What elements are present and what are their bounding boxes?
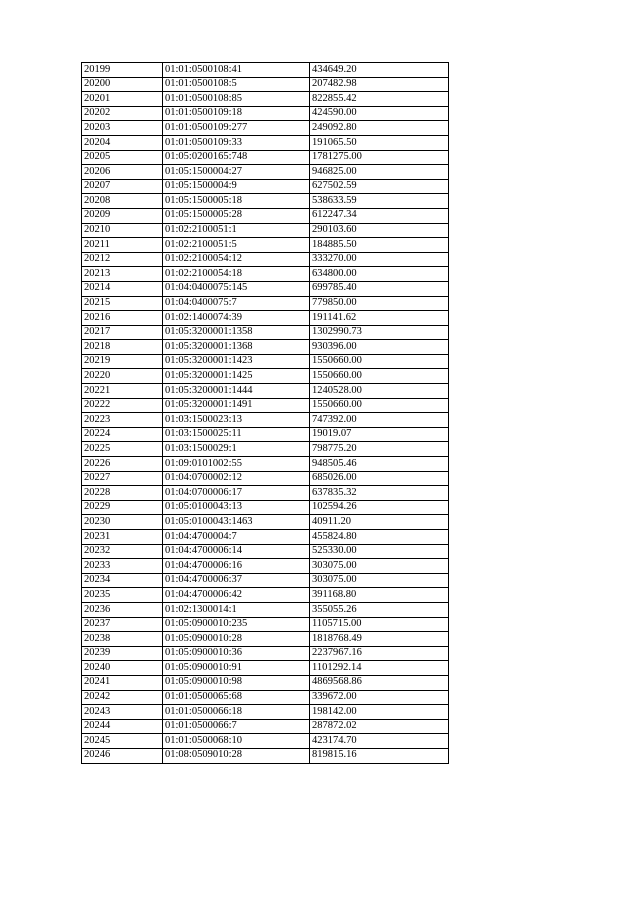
cadastral-number-cell: 01:04:4700004:7 — [163, 530, 310, 545]
table-row — [82, 617, 449, 632]
table-row — [82, 705, 449, 720]
cadastral-number-cell: 01:08:0509010:28 — [163, 748, 310, 763]
value-cell: 1550660.00 — [310, 398, 449, 413]
row-number-cell: 20212 — [82, 252, 163, 267]
row-number-cell: 20227 — [82, 471, 163, 486]
cadastral-number-cell: 01:09:0101002:55 — [163, 457, 310, 472]
row-number-cell: 20246 — [82, 748, 163, 763]
table-row — [82, 748, 449, 763]
value-cell: 2237967.16 — [310, 646, 449, 661]
row-number-cell: 20202 — [82, 106, 163, 121]
table-row — [82, 311, 449, 326]
table-row — [82, 719, 449, 734]
cadastral-number-cell: 01:05:0900010:98 — [163, 675, 310, 690]
table-row — [82, 734, 449, 749]
value-cell: 191141.62 — [310, 311, 449, 326]
table-row — [82, 530, 449, 545]
row-number-cell: 20204 — [82, 135, 163, 150]
row-number-cell: 20200 — [82, 77, 163, 92]
table-body — [82, 63, 449, 764]
cadastral-number-cell: 01:02:2100051:5 — [163, 238, 310, 253]
value-cell: 538633.59 — [310, 194, 449, 209]
table-row — [82, 354, 449, 369]
table-row — [82, 588, 449, 603]
row-number-cell: 20243 — [82, 705, 163, 720]
value-cell: 333270.00 — [310, 252, 449, 267]
row-number-cell: 20218 — [82, 340, 163, 355]
value-cell: 1101292.14 — [310, 661, 449, 676]
row-number-cell: 20241 — [82, 675, 163, 690]
row-number-cell: 20236 — [82, 602, 163, 617]
cadastral-number-cell: 01:04:4700006:16 — [163, 559, 310, 574]
row-number-cell: 20210 — [82, 223, 163, 238]
table-row — [82, 427, 449, 442]
table-row — [82, 150, 449, 165]
value-cell: 287872.02 — [310, 719, 449, 734]
table-row — [82, 63, 449, 78]
value-cell: 303075.00 — [310, 559, 449, 574]
cadastral-number-cell: 01:01:0500108:5 — [163, 77, 310, 92]
row-number-cell: 20228 — [82, 486, 163, 501]
row-number-cell: 20211 — [82, 238, 163, 253]
cadastral-number-cell: 01:01:0500065:68 — [163, 690, 310, 705]
cadastral-number-cell: 01:03:1500023:13 — [163, 413, 310, 428]
value-cell: 948505.46 — [310, 457, 449, 472]
row-number-cell: 20216 — [82, 311, 163, 326]
row-number-cell: 20203 — [82, 121, 163, 136]
cadastral-number-cell: 01:04:4700006:37 — [163, 573, 310, 588]
cadastral-number-cell: 01:05:1500004:9 — [163, 179, 310, 194]
row-number-cell: 20231 — [82, 530, 163, 545]
row-number-cell: 20222 — [82, 398, 163, 413]
row-number-cell: 20209 — [82, 208, 163, 223]
table-row — [82, 515, 449, 530]
cadastral-number-cell: 01:01:0500109:18 — [163, 106, 310, 121]
table-row — [82, 573, 449, 588]
table-row — [82, 208, 449, 223]
value-cell: 355055.26 — [310, 602, 449, 617]
table-row — [82, 646, 449, 661]
row-number-cell: 20221 — [82, 384, 163, 399]
row-number-cell: 20213 — [82, 267, 163, 282]
cadastral-number-cell: 01:05:0900010:28 — [163, 632, 310, 647]
value-cell: 4869568.86 — [310, 675, 449, 690]
table-row — [82, 675, 449, 690]
cadastral-number-cell: 01:05:0100043:13 — [163, 500, 310, 515]
table-row — [82, 106, 449, 121]
table-row — [82, 135, 449, 150]
value-cell: 184885.50 — [310, 238, 449, 253]
value-cell: 339672.00 — [310, 690, 449, 705]
cadastral-number-cell: 01:05:3200001:1491 — [163, 398, 310, 413]
table-row — [82, 559, 449, 574]
cadastral-number-cell: 01:01:0500068:10 — [163, 734, 310, 749]
table-row — [82, 413, 449, 428]
cadastral-number-cell: 01:03:1500025:11 — [163, 427, 310, 442]
cadastral-number-cell: 01:01:0500108:41 — [163, 63, 310, 78]
value-cell: 423174.70 — [310, 734, 449, 749]
value-cell: 40911.20 — [310, 515, 449, 530]
value-cell: 1781275.00 — [310, 150, 449, 165]
value-cell: 819815.16 — [310, 748, 449, 763]
cadastral-number-cell: 01:01:0500066:18 — [163, 705, 310, 720]
row-number-cell: 20220 — [82, 369, 163, 384]
table-row — [82, 602, 449, 617]
cadastral-number-cell: 01:04:0400075:145 — [163, 281, 310, 296]
cadastral-number-cell: 01:02:2100054:18 — [163, 267, 310, 282]
cadastral-number-cell: 01:05:0900010:36 — [163, 646, 310, 661]
table-row — [82, 690, 449, 705]
cadastral-number-cell: 01:05:3200001:1368 — [163, 340, 310, 355]
table-row — [82, 121, 449, 136]
cadastral-number-cell: 01:05:3200001:1423 — [163, 354, 310, 369]
row-number-cell: 20214 — [82, 281, 163, 296]
value-cell: 747392.00 — [310, 413, 449, 428]
value-cell: 391168.80 — [310, 588, 449, 603]
table-row — [82, 369, 449, 384]
value-cell: 1550660.00 — [310, 369, 449, 384]
value-cell: 1240528.00 — [310, 384, 449, 399]
cadastral-number-cell: 01:01:0500108:85 — [163, 92, 310, 107]
row-number-cell: 20223 — [82, 413, 163, 428]
value-cell: 1105715.00 — [310, 617, 449, 632]
table-row — [82, 296, 449, 311]
table-row — [82, 457, 449, 472]
row-number-cell: 20207 — [82, 179, 163, 194]
value-cell: 627502.59 — [310, 179, 449, 194]
value-cell: 1550660.00 — [310, 354, 449, 369]
cadastral-number-cell: 01:02:2100054:12 — [163, 252, 310, 267]
row-number-cell: 20224 — [82, 427, 163, 442]
cadastral-number-cell: 01:01:0500109:33 — [163, 135, 310, 150]
table-row — [82, 384, 449, 399]
row-number-cell: 20234 — [82, 573, 163, 588]
row-number-cell: 20225 — [82, 442, 163, 457]
row-number-cell: 20237 — [82, 617, 163, 632]
value-cell: 102594.26 — [310, 500, 449, 515]
value-cell: 699785.40 — [310, 281, 449, 296]
value-cell: 303075.00 — [310, 573, 449, 588]
cadastral-number-cell: 01:04:0700002:12 — [163, 471, 310, 486]
value-cell: 822855.42 — [310, 92, 449, 107]
table-row — [82, 165, 449, 180]
cadastral-number-cell: 01:02:1400074:39 — [163, 311, 310, 326]
row-number-cell: 20229 — [82, 500, 163, 515]
row-number-cell: 20240 — [82, 661, 163, 676]
cadastral-value-table — [81, 62, 449, 764]
cadastral-number-cell: 01:05:1500005:28 — [163, 208, 310, 223]
table-row — [82, 500, 449, 515]
value-cell: 207482.98 — [310, 77, 449, 92]
value-cell: 434649.20 — [310, 63, 449, 78]
cadastral-number-cell: 01:05:0200165:748 — [163, 150, 310, 165]
table-row — [82, 92, 449, 107]
cadastral-number-cell: 01:05:0900010:91 — [163, 661, 310, 676]
value-cell: 198142.00 — [310, 705, 449, 720]
table-row — [82, 281, 449, 296]
table-row — [82, 398, 449, 413]
table-row — [82, 325, 449, 340]
cadastral-number-cell: 01:05:3200001:1358 — [163, 325, 310, 340]
row-number-cell: 20235 — [82, 588, 163, 603]
row-number-cell: 20239 — [82, 646, 163, 661]
value-cell: 249092.80 — [310, 121, 449, 136]
value-cell: 191065.50 — [310, 135, 449, 150]
value-cell: 946825.00 — [310, 165, 449, 180]
table-row — [82, 544, 449, 559]
row-number-cell: 20230 — [82, 515, 163, 530]
value-cell: 634800.00 — [310, 267, 449, 282]
value-cell: 1302990.73 — [310, 325, 449, 340]
row-number-cell: 20217 — [82, 325, 163, 340]
cadastral-number-cell: 01:05:3200001:1425 — [163, 369, 310, 384]
cadastral-number-cell: 01:05:0100043:1463 — [163, 515, 310, 530]
row-number-cell: 20242 — [82, 690, 163, 705]
row-number-cell: 20232 — [82, 544, 163, 559]
row-number-cell: 20233 — [82, 559, 163, 574]
table-row — [82, 77, 449, 92]
value-cell: 525330.00 — [310, 544, 449, 559]
row-number-cell: 20219 — [82, 354, 163, 369]
row-number-cell: 20206 — [82, 165, 163, 180]
value-cell: 1818768.49 — [310, 632, 449, 647]
row-number-cell: 20238 — [82, 632, 163, 647]
cadastral-number-cell: 01:01:0500066:7 — [163, 719, 310, 734]
row-number-cell: 20199 — [82, 63, 163, 78]
table-row — [82, 632, 449, 647]
table-row — [82, 471, 449, 486]
value-cell: 798775.20 — [310, 442, 449, 457]
table-row — [82, 179, 449, 194]
cadastral-number-cell: 01:05:1500005:18 — [163, 194, 310, 209]
row-number-cell: 20208 — [82, 194, 163, 209]
table-row — [82, 223, 449, 238]
cadastral-number-cell: 01:03:1500029:1 — [163, 442, 310, 457]
value-cell: 19019.07 — [310, 427, 449, 442]
cadastral-number-cell: 01:04:4700006:42 — [163, 588, 310, 603]
cadastral-number-cell: 01:04:0700006:17 — [163, 486, 310, 501]
value-cell: 930396.00 — [310, 340, 449, 355]
row-number-cell: 20226 — [82, 457, 163, 472]
row-number-cell: 20244 — [82, 719, 163, 734]
table-row — [82, 661, 449, 676]
cadastral-number-cell: 01:05:0900010:235 — [163, 617, 310, 632]
table-row — [82, 194, 449, 209]
value-cell: 290103.60 — [310, 223, 449, 238]
cadastral-number-cell: 01:01:0500109:277 — [163, 121, 310, 136]
value-cell: 612247.34 — [310, 208, 449, 223]
row-number-cell: 20215 — [82, 296, 163, 311]
table-row — [82, 442, 449, 457]
cadastral-number-cell: 01:04:0400075:7 — [163, 296, 310, 311]
cadastral-number-cell: 01:05:1500004:27 — [163, 165, 310, 180]
table-row — [82, 267, 449, 282]
table-row — [82, 340, 449, 355]
table-row — [82, 238, 449, 253]
value-cell: 779850.00 — [310, 296, 449, 311]
value-cell: 685026.00 — [310, 471, 449, 486]
table-row — [82, 486, 449, 501]
cadastral-number-cell: 01:02:2100051:1 — [163, 223, 310, 238]
row-number-cell: 20245 — [82, 734, 163, 749]
row-number-cell: 20201 — [82, 92, 163, 107]
value-cell: 637835.32 — [310, 486, 449, 501]
row-number-cell: 20205 — [82, 150, 163, 165]
value-cell: 424590.00 — [310, 106, 449, 121]
cadastral-number-cell: 01:02:1300014:1 — [163, 602, 310, 617]
cadastral-number-cell: 01:05:3200001:1444 — [163, 384, 310, 399]
value-cell: 455824.80 — [310, 530, 449, 545]
cadastral-number-cell: 01:04:4700006:14 — [163, 544, 310, 559]
table-row — [82, 252, 449, 267]
